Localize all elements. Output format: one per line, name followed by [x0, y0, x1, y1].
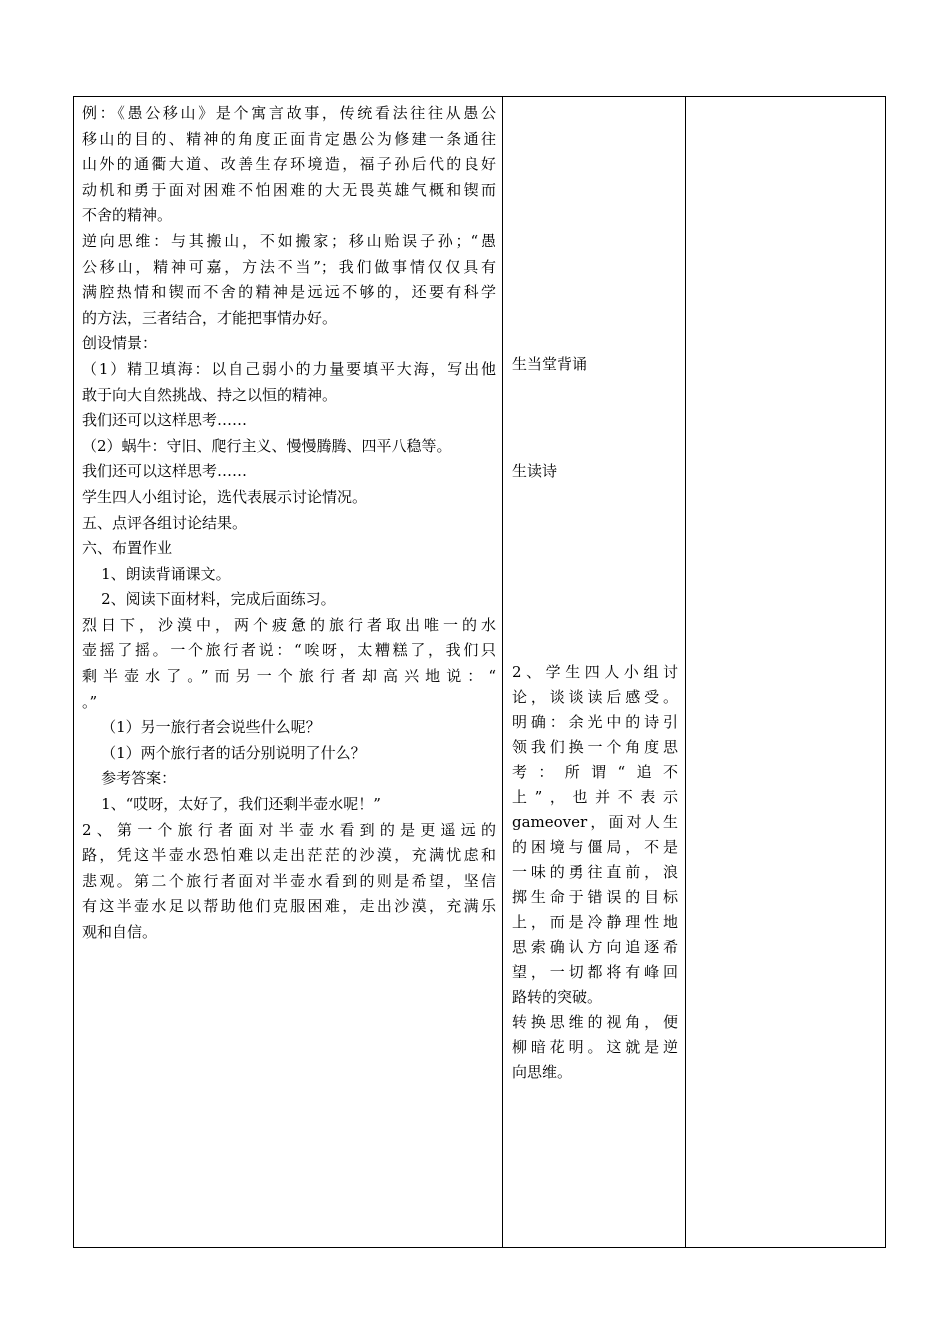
activity-line: 参考答案： — [82, 769, 177, 788]
activity-line: 2、阅读下面材料，完成后面练习。 — [82, 590, 336, 609]
activity-line: 五、点评各组讨论结果。 — [82, 513, 248, 532]
discussion-line: 一味的勇往直前，浪 — [512, 863, 678, 881]
activity-line: 例：《愚公移山》是个寓言故事，传统看法往往从愚公 — [82, 104, 496, 122]
discussion-line: 论，谈谈读后感受。 — [512, 688, 678, 706]
activity-line: 敢于向大自然挑战、持之以恒的精神。 — [82, 385, 338, 404]
discussion-line: 掷生命于错误的目标 — [512, 888, 678, 906]
discussion-line: 思索确认方向追逐希 — [512, 938, 678, 956]
activity-line: （1）两个旅行者的话分别说明了什么？ — [82, 743, 366, 762]
discussion-line: 柳暗花明。这就是逆 — [512, 1038, 678, 1056]
activity-line: 我们还可以这样思考…… — [82, 411, 248, 430]
activity-column — [74, 97, 503, 1247]
activity-line: 悲观。第二个旅行者面对半壶水看到的则是希望，坚信 — [82, 871, 496, 890]
discussion-line: 望，一切都将有峰回 — [512, 963, 678, 981]
activity-line: 移山的目的、精神的角度正面肯定愚公为修建一条通往 — [82, 129, 496, 148]
discussion-line: 2、学生四人小组讨 — [512, 663, 678, 681]
activity-line: 剩半壶水了。”而另一个旅行者却高兴地说：“ — [82, 667, 496, 686]
activity-line: 公移山，精神可嘉，方法不当”；我们做事情仅仅具有 — [82, 257, 496, 276]
activity-line: 逆向思维：与其搬山，不如搬家；移山贻误子孙；“愚 — [82, 231, 496, 250]
discussion-line: 上，而是冷静理性地 — [512, 913, 678, 931]
activity-text — [82, 101, 496, 946]
discussion-line: gameover，面对人生 — [512, 813, 678, 831]
activity-line: 不舍的精神。 — [82, 206, 173, 225]
discussion-line: 考：所谓“追不 — [512, 763, 678, 781]
activity-line: 创设情景： — [82, 334, 158, 353]
discussion-line: 明确：余光中的诗引 — [512, 713, 678, 731]
activity-line: 烈日下，沙漠中，两个疲惫的旅行者取出唯一的水 — [82, 615, 496, 634]
discussion-line: 上”，也并不表示 — [512, 788, 678, 806]
activity-line: 壶摇了摇。一个旅行者说：“唉呀，太糟糕了，我们只 — [82, 641, 496, 660]
activity-line: 学生四人小组讨论，选代表展示讨论情况。 — [82, 487, 368, 506]
activity-line: 动机和勇于面对困难不怕困难的大无畏英雄气概和锲而 — [82, 180, 496, 199]
activity-line: 山外的通衢大道、改善生存环境造，福子孙后代的良好 — [82, 155, 496, 174]
student-column — [503, 97, 686, 1247]
discussion-line: 路转的突破。 — [512, 988, 603, 1006]
activity-line: 我们还可以这样思考…… — [82, 462, 248, 481]
read-poem-note: 生读诗 — [512, 462, 558, 480]
activity-line: 2、第一个旅行者面对半壶水看到的是更遥远的 — [82, 820, 496, 839]
discussion-line: 向思维。 — [512, 1063, 573, 1081]
lesson-table — [73, 96, 886, 1248]
activity-line: 的方法，三者结合，才能把事情办好。 — [82, 308, 338, 327]
activity-line: 1、朗读背诵课文。 — [82, 564, 231, 583]
discussion-line: 领我们换一个角度思 — [512, 738, 678, 756]
activity-line: 六、布置作业 — [82, 539, 173, 558]
activity-line: （2）蜗牛：守旧、爬行主义、慢慢腾腾、四平八稳等。 — [82, 436, 452, 455]
activity-line: 。” — [82, 692, 98, 711]
activity-line: 满腔热情和锲而不舍的精神是远远不够的，还要有科学 — [82, 283, 496, 302]
activity-line: 路，凭这半壶水恐怕难以走出茫茫的沙漠，充满忧虑和 — [82, 846, 496, 865]
notes-column — [686, 97, 886, 1247]
discussion-line: 转换思维的视角，便 — [512, 1013, 678, 1031]
activity-line: 有这半壶水足以帮助他们克服困难，走出沙漠，充满乐 — [82, 897, 496, 916]
activity-line: 1、“哎呀，太好了，我们还剩半壶水呢！” — [82, 795, 381, 814]
discussion-note — [512, 660, 678, 1085]
activity-line: 观和自信。 — [82, 923, 158, 941]
activity-line: （1）精卫填海：以自己弱小的力量要填平大海，写出他 — [82, 359, 496, 378]
activity-line: （1）另一旅行者会说些什么呢？ — [82, 718, 321, 737]
discussion-line: 的困境与僵局，不是 — [512, 838, 678, 856]
recite-note: 生当堂背诵 — [512, 355, 588, 373]
